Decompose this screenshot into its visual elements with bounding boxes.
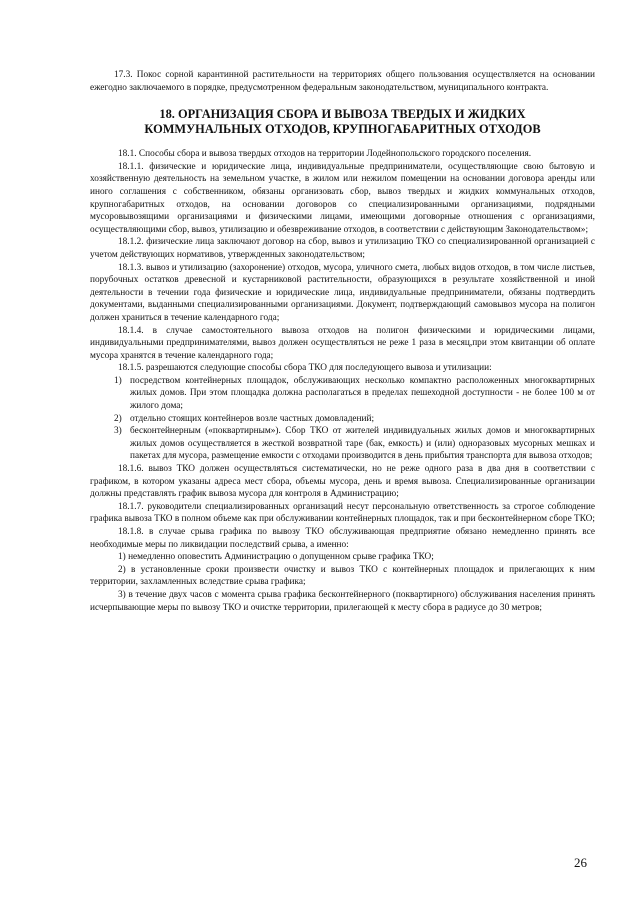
heading-line-2: КОММУНАЛЬНЫХ ОТХОДОВ, КРУПНОГАБАРИТНЫХ ОТХОДОВ bbox=[144, 121, 541, 136]
paragraph-18-1-6: 18.1.6. вывоз ТКО должен осуществляться систематически, но не реже одного раза в два дня в соответствии с графиком, в котором указаны адреса мест сбора, объемы мусора, день и время вывоза. Специализированные организации должны представлять график вывоза мусора для контроля в Администрацию; bbox=[90, 464, 595, 500]
paragraph-18-1-8: 18.1.8. в случае срыва графика по вывозу ТКО обслуживающая предприятие обязано немедленно принять все необходимые меры по ликвидации последствий срыва, а именно: bbox=[90, 527, 595, 550]
section-heading-18 bbox=[90, 107, 595, 136]
paragraph-18-1-3: 18.1.3. вывоз и утилизацию (захоронение) отходов, мусора, уличного смета, любых видов отходов, в том числе листьев, порубочных остатков древесной и кустарниковой растительности, образующихся в результате хозяйственной и иной деятельности в течении года физические и юридические лица, индивидуальные предприниматели, обязаны подтвердить документами, выданными специализированными организациями. Документ, подтверждающий самовывоз мусора на полигон должен храниться в течение календарного года; bbox=[90, 262, 595, 323]
list-item-text: отдельно стоящих контейнеров возле частных домовладений; bbox=[130, 413, 375, 424]
document-body bbox=[90, 69, 595, 614]
page-number: 26 bbox=[574, 855, 587, 870]
list-item-number: 2) bbox=[114, 413, 122, 424]
list-item-number: 3) bbox=[114, 426, 122, 437]
paragraph-18-1-1: 18.1.1. физические и юридические лица, индивидуальные предприниматели, осуществляющие свою бытовую и хозяйственную деятельность на земельном участке, в жилом или нежилом помещении на основании договора аренды или иного соглашения с собственником, обязаны организовать сбор, вывоз твердых и жидких коммунальных отходов, крупногабаритных отходов, на основании договоров со специализированными организациями, подрядными мусоровывозящими организациями и физическими лицами, имеющими договорные отношения с организациями, осуществляющими сбор, вывоз, утилизацию и обезвреживание отходов, в соответствии с действующим Законодательством»; bbox=[90, 161, 595, 235]
list-item bbox=[90, 425, 595, 463]
list-item-number: 1) bbox=[114, 375, 122, 386]
collection-methods-list bbox=[90, 375, 595, 463]
paragraph-18-1-4: 18.1.4. в случае самостоятельного вывоза отходов на полигон физическими и юридическими лицами, индивидуальными предпринимателями, вывоз должен осуществляться не реже 1 раза в месяц,при этом квитанции об оплате мусора хранятся в течение календарного года; bbox=[90, 325, 595, 361]
list-item-text: посредством контейнерных площадок, обслуживающих несколько компактно расположенных многоквартирных жилых домов. При этом площадка должна располагаться в пределах пешеходной доступности - не более 100 м от жилого дома; bbox=[130, 375, 595, 412]
list-item bbox=[90, 375, 595, 413]
paragraph-18-1-7: 18.1.7. руководители специализированных организаций несут персональную ответственность за строгое соблюдение графика вывоза ТКО в полном объеме как при обслуживании контейнерных площадок, так и при бесконтейнерном сборе ТКО; bbox=[90, 501, 595, 525]
paragraph-17-3: 17.3. Покос сорной карантинной растительности на территориях общего пользования осуществляется на основании ежегодно заключаемого в порядке, предусмотренном федеральным законодательством, муниципального контракта. bbox=[90, 70, 595, 93]
paragraph-18-1: 18.1. Способы сбора и вывоза твердых отходов на территории Лодейнопольского городского поселения. bbox=[118, 149, 532, 160]
list-item-text: бесконтейнерным («поквартирным»). Сбор ТКО от жителей индивидуальных жилых домов и многоквартирных жилых домов осуществляется в жесткой возвратной таре (бак, емкость) и (или) одноразовых мусорных мешках и пакетах для мусора, размещение емкости с отходами производится в день прибытия транспорта для вывоза отходов; bbox=[130, 426, 595, 462]
paragraph-18-1-5: 18.1.5. разрешаются следующие способы сбора ТКО для последующего вывоза и утилизации: bbox=[118, 363, 492, 374]
paragraph-item-1: 1) немедленно оповестить Администрацию о допущенном срыве графика ТКО; bbox=[118, 552, 434, 563]
paragraph-item-3: 3) в течение двух часов с момента срыва графика бесконтейнерного (поквартирного) обслуживания населения принять исчерпывающие меры по вывозу ТКО и очистке территории, прилегающей к месту сбора в радиусе до 30 метров; bbox=[90, 589, 595, 613]
heading-line-1: 18. ОРГАНИЗАЦИЯ СБОРА И ВЫВОЗА ТВЕРДЫХ И ЖИДКИХ bbox=[159, 107, 526, 122]
paragraph-item-2: 2) в установленные сроки произвести очистку и вывоз ТКО с контейнерных площадок и прилегающих к ним территории, захламленных вследствие срыва графика; bbox=[90, 564, 595, 588]
list-item bbox=[90, 413, 595, 426]
paragraph-18-1-2: 18.1.2. физические лица заключают договор на сбор, вывоз и утилизацию ТКО со специализированной организацией с учетом действующих нормативов, утвержденных законодательством; bbox=[90, 237, 595, 260]
